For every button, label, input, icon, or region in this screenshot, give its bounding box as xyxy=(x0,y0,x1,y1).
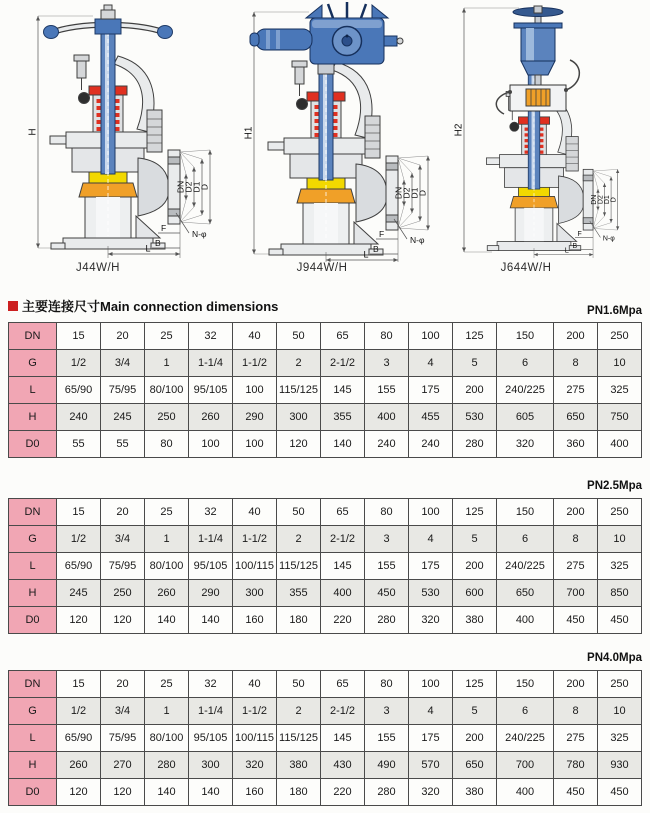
row-label-cell: H xyxy=(9,752,57,779)
value-cell: 75/95 xyxy=(101,553,145,580)
value-cell: 1-1/4 xyxy=(189,698,233,725)
dimension-table-pn25 xyxy=(8,498,642,634)
value-cell: 140 xyxy=(189,607,233,634)
value-cell: 1-1/4 xyxy=(189,350,233,377)
value-cell: 115/125 xyxy=(277,725,321,752)
value-cell: 250 xyxy=(145,404,189,431)
dimension-table-pn40 xyxy=(8,670,642,806)
svg-text:F: F xyxy=(379,229,385,239)
value-cell: 20 xyxy=(101,323,145,350)
pressure-label-pn16: PN1.6Mpa xyxy=(587,305,642,317)
row-label-cell: H xyxy=(9,580,57,607)
value-cell: 240/225 xyxy=(497,725,554,752)
value-cell: 1-1/2 xyxy=(233,350,277,377)
value-cell: 15 xyxy=(57,499,101,526)
value-cell: 280 xyxy=(365,779,409,806)
value-cell: 100 xyxy=(409,323,453,350)
valve-caption: J44W/H xyxy=(76,262,120,274)
value-cell: 175 xyxy=(409,725,453,752)
value-cell: 3/4 xyxy=(101,698,145,725)
dimension-table xyxy=(8,670,642,806)
value-cell: 1/2 xyxy=(57,526,101,553)
value-cell: 200 xyxy=(453,725,497,752)
section-header xyxy=(8,296,642,320)
value-cell: 600 xyxy=(453,580,497,607)
value-cell: 300 xyxy=(189,752,233,779)
value-cell: 65 xyxy=(321,499,365,526)
value-cell: 145 xyxy=(321,377,365,404)
table-row xyxy=(9,725,642,752)
value-cell: 400 xyxy=(598,431,642,458)
value-cell: 125 xyxy=(453,499,497,526)
value-cell: 275 xyxy=(554,553,598,580)
valve-caption: J644W/H xyxy=(500,262,552,274)
value-cell: 120 xyxy=(101,779,145,806)
value-cell: 25 xyxy=(145,323,189,350)
svg-text:B: B xyxy=(373,244,379,254)
value-cell: 490 xyxy=(365,752,409,779)
value-cell: 400 xyxy=(497,779,554,806)
svg-text:DN: DN xyxy=(393,186,404,200)
table-row xyxy=(9,377,642,404)
value-cell: 700 xyxy=(554,580,598,607)
value-cell: 2-1/2 xyxy=(321,698,365,725)
value-cell: 65/90 xyxy=(57,377,101,404)
value-cell: 4 xyxy=(409,350,453,377)
value-cell: 50 xyxy=(277,499,321,526)
value-cell: 6 xyxy=(497,698,554,725)
svg-text:DN: DN xyxy=(590,194,598,205)
value-cell: 50 xyxy=(277,671,321,698)
output-shaft xyxy=(384,36,397,46)
svg-text:L: L xyxy=(145,243,151,254)
svg-text:L: L xyxy=(363,249,369,260)
value-cell: 2-1/2 xyxy=(321,350,365,377)
value-cell: 125 xyxy=(453,323,497,350)
value-cell: 220 xyxy=(321,607,365,634)
value-cell: 125 xyxy=(453,671,497,698)
value-cell: 65 xyxy=(321,323,365,350)
value-cell: 200 xyxy=(554,499,598,526)
dimension-line xyxy=(28,16,41,248)
pressure-label-pn25: PN2.5Mpa xyxy=(587,480,642,492)
value-cell: 280 xyxy=(145,752,189,779)
drain-plug xyxy=(297,99,308,110)
value-cell: 100/115 xyxy=(233,725,277,752)
row-label-cell: L xyxy=(9,553,57,580)
value-cell: 3/4 xyxy=(101,350,145,377)
row-label-cell: L xyxy=(9,377,57,404)
outlet-neck xyxy=(138,158,168,216)
value-cell: 10 xyxy=(598,350,642,377)
valve-drawing xyxy=(226,2,438,262)
value-cell: 140 xyxy=(145,607,189,634)
value-cell: 200 xyxy=(453,553,497,580)
table-row xyxy=(9,698,642,725)
svg-text:D: D xyxy=(417,189,428,197)
value-cell: 140 xyxy=(189,779,233,806)
table-row xyxy=(9,671,642,698)
motor xyxy=(256,29,312,50)
value-cell: 100 xyxy=(233,377,277,404)
value-cell: 300 xyxy=(277,404,321,431)
tube-right xyxy=(566,60,579,90)
handwheel-hub xyxy=(95,19,121,34)
table-row xyxy=(9,580,642,607)
value-cell: 240 xyxy=(365,431,409,458)
value-cell: 6 xyxy=(497,526,554,553)
value-cell: 3 xyxy=(365,698,409,725)
value-cell: 160 xyxy=(233,607,277,634)
value-cell: 40 xyxy=(233,323,277,350)
value-cell: 160 xyxy=(233,779,277,806)
value-cell: 650 xyxy=(453,752,497,779)
value-cell: 280 xyxy=(453,431,497,458)
dimension-table-pn16 xyxy=(8,322,642,458)
red-square-icon xyxy=(8,301,18,311)
value-cell: 1-1/2 xyxy=(233,698,277,725)
svg-text:L: L xyxy=(564,245,569,255)
table-row xyxy=(9,323,642,350)
value-cell: 145 xyxy=(321,725,365,752)
svg-text:D1: D1 xyxy=(191,181,202,193)
row-label-cell: D0 xyxy=(9,431,57,458)
value-cell: 250 xyxy=(101,580,145,607)
row-label-cell: G xyxy=(9,350,57,377)
value-cell: 355 xyxy=(321,404,365,431)
row-label-cell: D0 xyxy=(9,607,57,634)
value-cell: 2-1/2 xyxy=(321,526,365,553)
table-row xyxy=(9,431,642,458)
svg-text:D: D xyxy=(610,197,618,203)
value-cell: 280 xyxy=(365,607,409,634)
value-cell: 40 xyxy=(233,499,277,526)
value-cell: 80 xyxy=(365,499,409,526)
table-row xyxy=(9,607,642,634)
value-cell: 65/90 xyxy=(57,725,101,752)
value-cell: 605 xyxy=(497,404,554,431)
value-cell: 245 xyxy=(57,580,101,607)
value-cell: 95/105 xyxy=(189,553,233,580)
value-cell: 300 xyxy=(233,580,277,607)
value-cell: 20 xyxy=(101,499,145,526)
svg-text:H: H xyxy=(27,128,39,136)
value-cell: 355 xyxy=(277,580,321,607)
value-cell: 360 xyxy=(554,431,598,458)
value-cell: 450 xyxy=(554,779,598,806)
value-cell: 80 xyxy=(145,431,189,458)
value-cell: 80/100 xyxy=(145,725,189,752)
value-cell: 2 xyxy=(277,526,321,553)
pressure-label-pn40: PN4.0Mpa xyxy=(587,652,642,664)
value-cell: 200 xyxy=(554,323,598,350)
value-cell: 150 xyxy=(497,499,554,526)
svg-text:D1: D1 xyxy=(409,187,420,199)
value-cell: 55 xyxy=(101,431,145,458)
svg-text:B: B xyxy=(572,243,578,251)
value-cell: 80/100 xyxy=(145,377,189,404)
value-cell: 1-1/4 xyxy=(189,526,233,553)
table-row xyxy=(9,752,642,779)
section-title: 主要连接尺寸Main connection dimensions xyxy=(22,299,279,314)
value-cell: 570 xyxy=(409,752,453,779)
value-cell: 930 xyxy=(598,752,642,779)
value-cell: 3 xyxy=(365,526,409,553)
value-cell: 380 xyxy=(277,752,321,779)
value-cell: 115/125 xyxy=(277,377,321,404)
value-cell: 4 xyxy=(409,698,453,725)
svg-text:F: F xyxy=(161,223,167,233)
svg-text:D2: D2 xyxy=(183,181,194,193)
value-cell: 5 xyxy=(453,526,497,553)
value-cell: 320 xyxy=(497,431,554,458)
svg-text:H2: H2 xyxy=(453,123,465,137)
table-row xyxy=(9,779,642,806)
value-cell: 4 xyxy=(409,526,453,553)
valve-diagram-j644wh xyxy=(438,2,650,262)
value-cell: 5 xyxy=(453,698,497,725)
value-cell: 325 xyxy=(598,725,642,752)
value-cell: 25 xyxy=(145,671,189,698)
row-label-cell: DN xyxy=(9,499,57,526)
row-label-cell: DN xyxy=(9,671,57,698)
value-cell: 115/125 xyxy=(277,553,321,580)
value-cell: 3/4 xyxy=(101,526,145,553)
value-cell: 1/2 xyxy=(57,698,101,725)
value-cell: 1/2 xyxy=(57,350,101,377)
value-cell: 250 xyxy=(598,323,642,350)
value-cell: 95/105 xyxy=(189,377,233,404)
valve-body xyxy=(50,18,212,258)
value-cell: 175 xyxy=(409,377,453,404)
value-cell: 380 xyxy=(453,607,497,634)
value-cell: 120 xyxy=(101,607,145,634)
value-cell: 65/90 xyxy=(57,553,101,580)
row-label-cell: DN xyxy=(9,323,57,350)
value-cell: 320 xyxy=(233,752,277,779)
value-cell: 430 xyxy=(321,752,365,779)
value-cell: 155 xyxy=(365,725,409,752)
value-cell: 32 xyxy=(189,323,233,350)
svg-text:B: B xyxy=(155,238,161,248)
value-cell: 65 xyxy=(321,671,365,698)
svg-text:H1: H1 xyxy=(243,126,255,140)
dimension-line xyxy=(244,12,257,254)
value-cell: 100 xyxy=(409,671,453,698)
value-cell: 155 xyxy=(365,553,409,580)
value-cell: 120 xyxy=(277,431,321,458)
electric-actuator xyxy=(250,2,403,74)
value-cell: 55 xyxy=(57,431,101,458)
value-cell: 260 xyxy=(145,580,189,607)
value-cell: 250 xyxy=(598,499,642,526)
dimension-line xyxy=(454,8,467,252)
value-cell: 80 xyxy=(365,323,409,350)
value-cell: 140 xyxy=(145,779,189,806)
value-cell: 400 xyxy=(321,580,365,607)
value-cell: 260 xyxy=(57,752,101,779)
value-cell: 180 xyxy=(277,607,321,634)
value-cell: 320 xyxy=(409,607,453,634)
value-cell: 8 xyxy=(554,526,598,553)
drain-plug xyxy=(510,122,519,131)
valve-diagram-j44wh xyxy=(8,2,220,262)
value-cell: 6 xyxy=(497,350,554,377)
value-cell: 10 xyxy=(598,698,642,725)
dimension-line xyxy=(611,169,620,230)
value-cell: 5 xyxy=(453,350,497,377)
svg-text:D2: D2 xyxy=(401,187,412,199)
value-cell: 260 xyxy=(189,404,233,431)
value-cell: 1 xyxy=(145,350,189,377)
valve-drawing xyxy=(8,2,220,262)
value-cell: 240/225 xyxy=(497,553,554,580)
row-label-cell: D0 xyxy=(9,779,57,806)
value-cell: 530 xyxy=(453,404,497,431)
value-cell: 2 xyxy=(277,350,321,377)
value-cell: 850 xyxy=(598,580,642,607)
value-cell: 780 xyxy=(554,752,598,779)
value-cell: 8 xyxy=(554,698,598,725)
value-cell: 50 xyxy=(277,323,321,350)
valve-caption: J944W/H xyxy=(296,262,348,274)
value-cell: 20 xyxy=(101,671,145,698)
value-cell: 200 xyxy=(453,377,497,404)
value-cell: 400 xyxy=(365,404,409,431)
value-cell: 450 xyxy=(554,607,598,634)
value-cell: 95/105 xyxy=(189,725,233,752)
svg-text:D: D xyxy=(199,183,210,191)
row-label-cell: L xyxy=(9,725,57,752)
value-cell: 100 xyxy=(189,431,233,458)
value-cell: 75/95 xyxy=(101,377,145,404)
value-cell: 290 xyxy=(233,404,277,431)
value-cell: 150 xyxy=(497,323,554,350)
value-cell: 80 xyxy=(365,671,409,698)
row-label-cell: G xyxy=(9,698,57,725)
value-cell: 1 xyxy=(145,526,189,553)
value-cell: 25 xyxy=(145,499,189,526)
value-cell: 100 xyxy=(409,499,453,526)
handwheel-knob xyxy=(44,26,59,39)
outlet-neck xyxy=(559,176,584,224)
value-cell: 320 xyxy=(409,779,453,806)
value-cell: 100 xyxy=(233,431,277,458)
value-cell: 150 xyxy=(497,671,554,698)
value-cell: 120 xyxy=(57,607,101,634)
dimension-table xyxy=(8,322,642,458)
value-cell: 650 xyxy=(497,580,554,607)
value-cell: 400 xyxy=(497,607,554,634)
value-cell: 3 xyxy=(365,350,409,377)
value-cell: 750 xyxy=(598,404,642,431)
value-cell: 530 xyxy=(409,580,453,607)
row-label-cell: H xyxy=(9,404,57,431)
value-cell: 80/100 xyxy=(145,553,189,580)
value-cell: 32 xyxy=(189,499,233,526)
value-cell: 1-1/2 xyxy=(233,526,277,553)
value-cell: 15 xyxy=(57,671,101,698)
value-cell: 200 xyxy=(554,671,598,698)
outlet-neck xyxy=(356,164,386,222)
value-cell: 120 xyxy=(57,779,101,806)
value-cell: 100/115 xyxy=(233,553,277,580)
valve-diagram-j944wh xyxy=(226,2,438,262)
svg-text:D1: D1 xyxy=(604,195,612,205)
stem-nut xyxy=(101,10,115,19)
value-cell: 650 xyxy=(554,404,598,431)
value-cell: 250 xyxy=(598,671,642,698)
svg-text:D2: D2 xyxy=(597,195,605,205)
table-row xyxy=(9,553,642,580)
value-cell: 275 xyxy=(554,725,598,752)
value-cell: 1 xyxy=(145,698,189,725)
value-cell: 8 xyxy=(554,350,598,377)
coupling xyxy=(526,89,550,106)
drain-plug xyxy=(79,93,90,104)
value-cell: 220 xyxy=(321,779,365,806)
svg-text:DN: DN xyxy=(175,180,186,194)
table-row xyxy=(9,404,642,431)
height-dimension xyxy=(454,8,520,252)
value-cell: 455 xyxy=(409,404,453,431)
value-cell: 155 xyxy=(365,377,409,404)
handwheel-knob xyxy=(158,26,173,39)
svg-text:F: F xyxy=(577,230,582,238)
handwheel xyxy=(44,5,173,39)
value-cell: 40 xyxy=(233,671,277,698)
value-cell: 175 xyxy=(409,553,453,580)
value-cell: 2 xyxy=(277,698,321,725)
table-row xyxy=(9,350,642,377)
value-cell: 140 xyxy=(321,431,365,458)
value-cell: 290 xyxy=(189,580,233,607)
value-cell: 75/95 xyxy=(101,725,145,752)
value-cell: 240 xyxy=(57,404,101,431)
value-cell: 450 xyxy=(598,779,642,806)
value-cell: 450 xyxy=(598,607,642,634)
value-cell: 270 xyxy=(101,752,145,779)
svg-text:N-φ: N-φ xyxy=(192,229,207,239)
value-cell: 10 xyxy=(598,526,642,553)
table-row xyxy=(9,526,642,553)
svg-text:N-φ: N-φ xyxy=(602,235,615,243)
value-cell: 450 xyxy=(365,580,409,607)
value-cell: 275 xyxy=(554,377,598,404)
value-cell: 700 xyxy=(497,752,554,779)
value-cell: 240 xyxy=(409,431,453,458)
value-cell: 145 xyxy=(321,553,365,580)
svg-text:N-φ: N-φ xyxy=(410,235,425,245)
value-cell: 325 xyxy=(598,553,642,580)
valve-drawing xyxy=(438,2,650,262)
value-cell: 180 xyxy=(277,779,321,806)
value-cell: 240/225 xyxy=(497,377,554,404)
value-cell: 325 xyxy=(598,377,642,404)
value-cell: 32 xyxy=(189,671,233,698)
value-cell: 245 xyxy=(101,404,145,431)
value-cell: 380 xyxy=(453,779,497,806)
dimension-table xyxy=(8,498,642,634)
value-cell: 15 xyxy=(57,323,101,350)
row-label-cell: G xyxy=(9,526,57,553)
table-row xyxy=(9,499,642,526)
